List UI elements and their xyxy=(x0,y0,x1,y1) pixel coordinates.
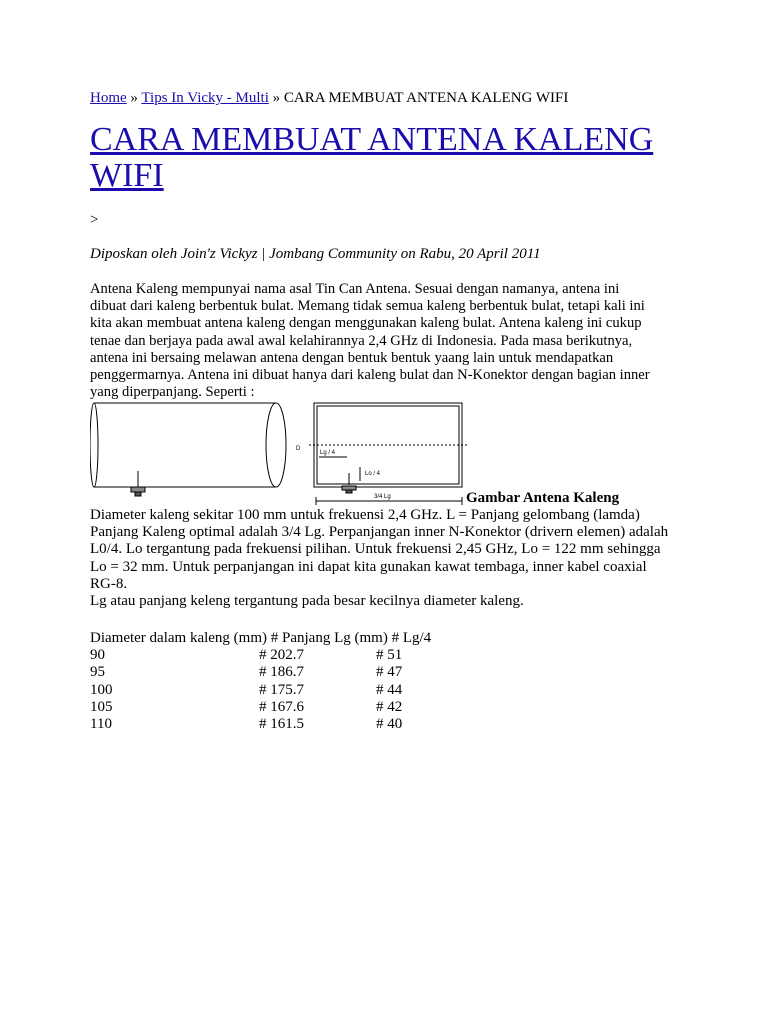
breadcrumb-home-link[interactable]: Home xyxy=(90,90,127,106)
table-cell-quarter: # 42 xyxy=(376,698,403,715)
separator-text: > xyxy=(90,212,99,228)
lo4-label: Lo / 4 xyxy=(365,471,381,477)
intro-line: kita akan membuat antena kaleng dengan menggunakan kaleng bulat. Antena kaleng ini cukup xyxy=(90,315,642,332)
page-title xyxy=(90,122,690,194)
breadcrumb-separator: » xyxy=(268,90,284,106)
table-cell-quarter: # 40 xyxy=(376,715,403,732)
body-line: RG-8. xyxy=(90,575,128,592)
intro-line: yang diperpanjang. Seperti : xyxy=(90,384,255,401)
breadcrumb-current: CARA MEMBUAT ANTENA KALENG WIFI xyxy=(283,90,569,106)
table-row xyxy=(90,647,431,664)
table-cell-length: # 167.6 xyxy=(259,698,304,715)
table-row xyxy=(90,664,431,681)
table-cell-quarter: # 51 xyxy=(376,647,403,664)
table-cell-diameter: 90 xyxy=(90,647,105,664)
intro-line: tenae dan berjaya pada awal awal kelahirannya 2,4 GHz di Indonesia. Pada masa berikutnya, xyxy=(90,332,633,349)
table-cell-length: # 202.7 xyxy=(259,647,304,664)
intro-line: dibuat dari kaleng berbentuk bulat. Memang tidak semua kaleng berbentuk bulat, tetapi kali ini xyxy=(90,298,645,315)
can-cylinder-drawing xyxy=(90,403,286,496)
table-cell-length: # 186.7 xyxy=(259,664,304,681)
intro-paragraph xyxy=(90,281,690,401)
breadcrumb xyxy=(90,90,568,107)
lg4-label: Lg / 4 xyxy=(320,450,336,456)
table-cell-quarter: # 44 xyxy=(376,681,403,698)
table-row xyxy=(90,699,431,716)
diameter-label: D xyxy=(296,446,301,452)
table-cell-diameter: 95 xyxy=(90,664,105,681)
figure-caption: Gambar Antena Kaleng xyxy=(466,490,620,506)
table-cell-diameter: 110 xyxy=(90,715,112,732)
table-cell-diameter: 100 xyxy=(90,681,113,698)
dimension-table xyxy=(90,630,431,733)
breadcrumb-separator: » xyxy=(126,90,142,106)
table-cell-quarter: # 47 xyxy=(376,664,403,681)
post-byline: Diposkan oleh Join'z Vickyz | Jombang Community on Rabu, 20 April 2011 xyxy=(90,246,541,262)
intro-line: antena ini bersaing melawan antena dengan bentuk bentuk yaang lain untuk mendapatkan xyxy=(90,349,614,366)
table-row xyxy=(90,682,431,699)
body-line: Lo = 32 mm. Untuk perpanjangan ini dapat kita gunakan kawat tembaga, inner kabel coaxial xyxy=(90,558,647,575)
body-line: L0/4. Lo tergantung pada frekuensi pilihan. Untuk frekuensi 2,45 GHz, Lo = 122 mm sehingga xyxy=(90,541,661,558)
breadcrumb-category-link[interactable]: Tips In Vicky - Multi xyxy=(141,90,269,106)
body-line: Lg atau panjang keleng tergantung pada besar kecilnya diameter kaleng. xyxy=(90,592,524,609)
page-title-link[interactable]: CARA MEMBUAT ANTENA KALENG WIFI xyxy=(90,121,654,194)
table-row xyxy=(90,716,431,733)
intro-line: Antena Kaleng mempunyai nama asal Tin Can Antena. Sesuai dengan namanya, antena ini xyxy=(90,281,620,297)
body-line: Diameter kaleng sekitar 100 mm untuk frekuensi 2,4 GHz. L = Panjang gelombang (lamda) xyxy=(90,507,640,523)
body-line: Panjang Kaleng optimal adalah 3/4 Lg. Perpanjangan inner N-Konektor (drivern elemen) adalah xyxy=(90,524,669,541)
table-header: Diameter dalam kaleng (mm) # Panjang Lg (mm) # Lg/4 xyxy=(90,630,432,646)
three-quarter-lg-label: 3/4 Lg xyxy=(374,494,391,500)
table-cell-diameter: 105 xyxy=(90,698,113,715)
table-cell-length: # 161.5 xyxy=(259,715,304,732)
intro-line: penggermarnya. Antena ini dibuat hanya dari kaleng bulat dan N-Konektor dengan bagian inner xyxy=(90,366,650,383)
body-paragraph xyxy=(90,507,690,610)
table-cell-length: # 175.7 xyxy=(259,681,304,698)
